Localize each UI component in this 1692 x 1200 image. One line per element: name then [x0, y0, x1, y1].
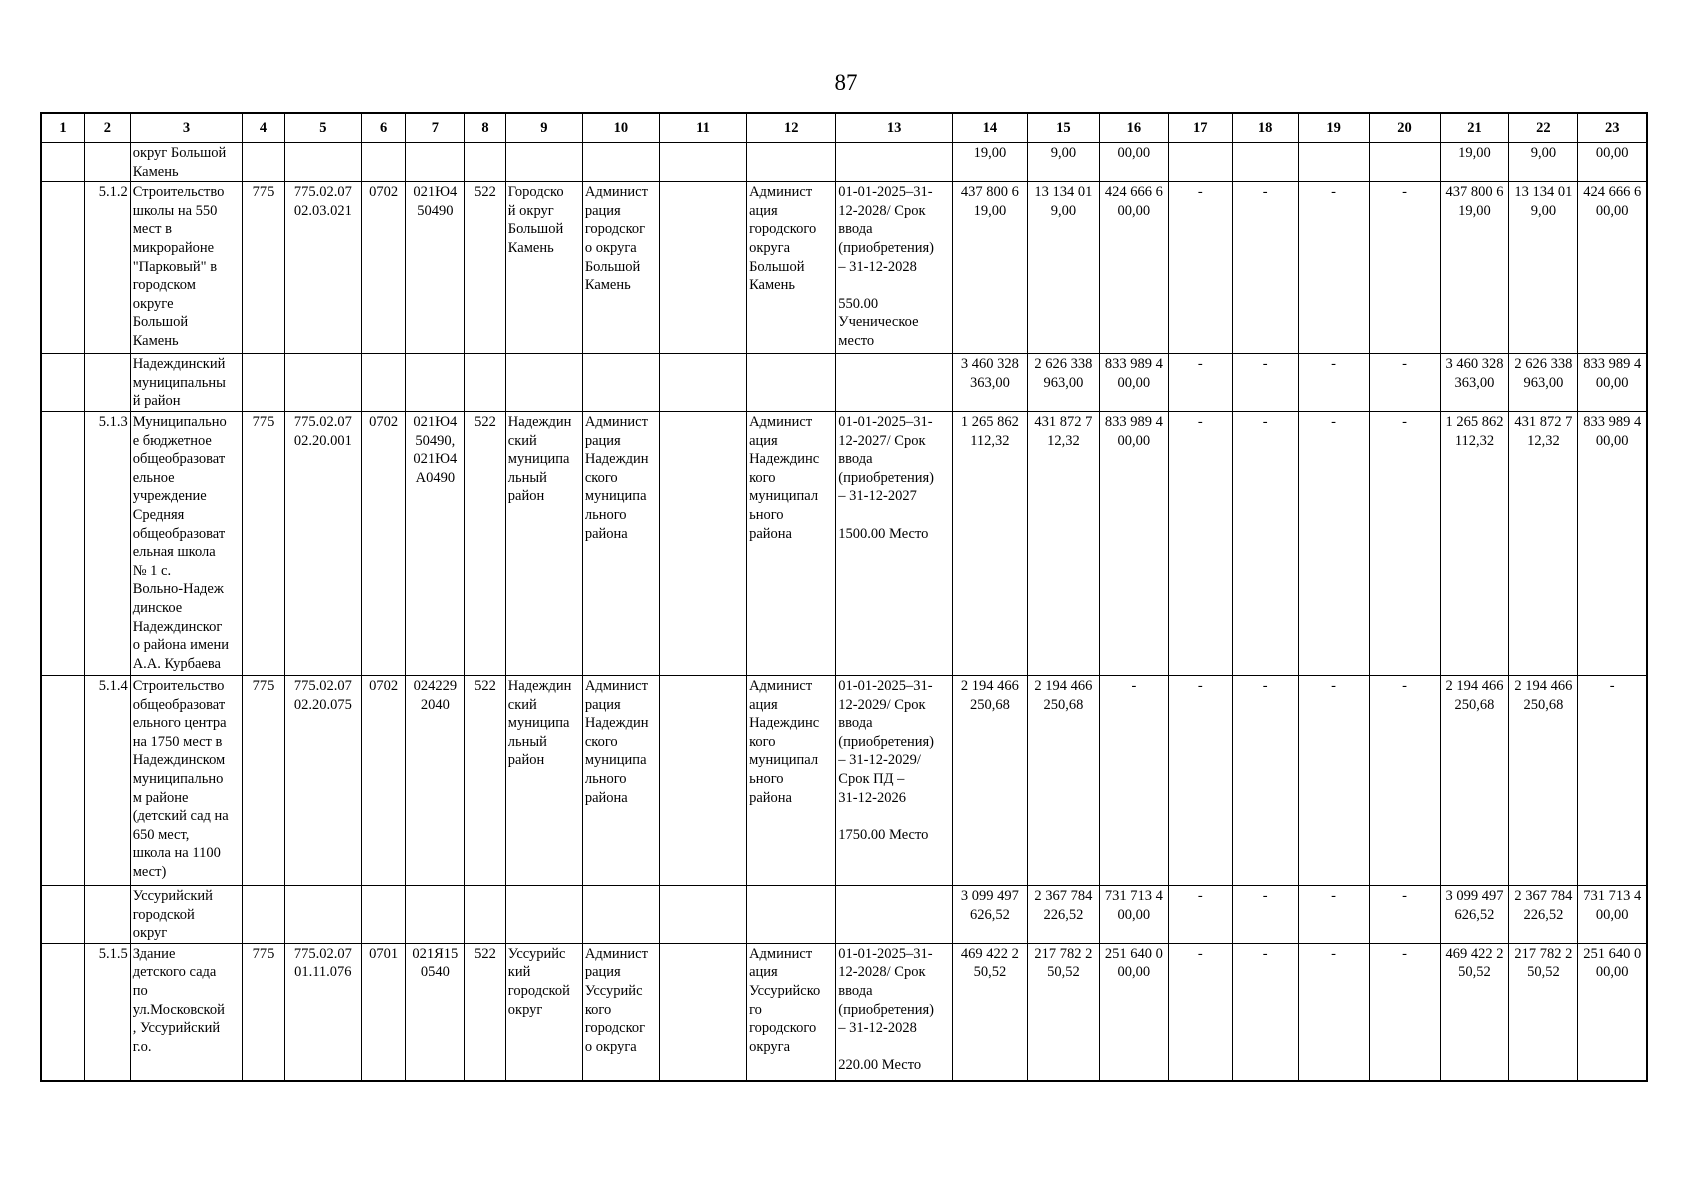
table-cell-col-23: 00,00	[1578, 143, 1647, 182]
table-cell-col-19: -	[1298, 411, 1369, 675]
column-header-10: 10	[582, 113, 659, 143]
table-cell-col-13	[836, 885, 953, 943]
table-cell-col-2: 5.1.2	[85, 182, 131, 354]
column-header-3: 3	[130, 113, 243, 143]
table-cell-col-22: 2 626 338 963,00	[1509, 354, 1578, 412]
table-cell-col-3: Надеждинский муниципальны й район	[130, 354, 243, 412]
table-cell-col-12: Админист ация Надеждинс кого муниципал ьного района	[747, 675, 836, 885]
table-row	[41, 182, 1647, 354]
table-cell-col-7: 024229 2040	[406, 675, 465, 885]
table-cell-col-21: 19,00	[1440, 143, 1509, 182]
table-cell-col-16: -	[1099, 675, 1168, 885]
table-cell-col-6: 0702	[361, 675, 406, 885]
table-cell-col-17: -	[1168, 675, 1232, 885]
table-cell-col-12	[747, 885, 836, 943]
table-cell-col-18: -	[1232, 943, 1298, 1081]
column-header-23: 23	[1578, 113, 1647, 143]
table-cell-col-21: 437 800 6 19,00	[1440, 182, 1509, 354]
table-cell-col-13: 01-01-2025–31- 12-2029/ Срок ввода (приобретения) – 31-12-2029/ Срок ПД – 31-12-2026 1750.00 Место	[836, 675, 953, 885]
table-cell-col-22: 431 872 7 12,32	[1509, 411, 1578, 675]
table-cell-col-21: 2 194 466 250,68	[1440, 675, 1509, 885]
table-cell-col-5: 775.02.07 02.20.075	[284, 675, 361, 885]
table-cell-col-16: 731 713 4 00,00	[1099, 885, 1168, 943]
column-header-2: 2	[85, 113, 131, 143]
table-cell-col-6: 0702	[361, 182, 406, 354]
table-cell-col-4	[243, 143, 285, 182]
table-cell-col-14: 3 099 497 626,52	[952, 885, 1027, 943]
table-cell-col-8	[465, 354, 506, 412]
table-row	[41, 143, 1647, 182]
table-cell-col-4	[243, 885, 285, 943]
table-cell-col-7: 021Ю4 50490	[406, 182, 465, 354]
table-cell-col-18: -	[1232, 885, 1298, 943]
table-cell-col-8: 522	[465, 411, 506, 675]
column-header-15: 15	[1027, 113, 1099, 143]
table-cell-col-15: 431 872 7 12,32	[1027, 411, 1099, 675]
table-cell-col-7: 021Я15 0540	[406, 943, 465, 1081]
table-cell-col-15: 2 367 784 226,52	[1027, 885, 1099, 943]
table-cell-col-9: Надеждин ский муниципа льный район	[505, 411, 582, 675]
table-cell-col-5	[284, 354, 361, 412]
table-cell-col-16: 833 989 4 00,00	[1099, 411, 1168, 675]
table-cell-col-20	[1369, 143, 1440, 182]
table-cell-col-10	[582, 143, 659, 182]
table-cell-col-22: 217 782 2 50,52	[1509, 943, 1578, 1081]
table-cell-col-14: 3 460 328 363,00	[952, 354, 1027, 412]
table-row	[41, 354, 1647, 412]
table-cell-col-2: 5.1.3	[85, 411, 131, 675]
table-cell-col-14: 1 265 862 112,32	[952, 411, 1027, 675]
table-cell-col-7	[406, 885, 465, 943]
table-cell-col-3: округ Большой Камень	[130, 143, 243, 182]
table-cell-col-19: -	[1298, 354, 1369, 412]
table-cell-col-9	[505, 143, 582, 182]
table-cell-col-3: Муниципально е бюджетное общеобразоват ельное учреждение Средняя общеобразоват ельная школа № 1 с. Вольно-Надеж динское Надеждинског о района имени А.А. Курбаева	[130, 411, 243, 675]
column-header-16: 16	[1099, 113, 1168, 143]
table-cell-col-10	[582, 885, 659, 943]
column-header-11: 11	[659, 113, 746, 143]
table-cell-col-13: 01-01-2025–31- 12-2028/ Срок ввода (приобретения) – 31-12-2028 220.00 Место	[836, 943, 953, 1081]
table-cell-col-21: 469 422 2 50,52	[1440, 943, 1509, 1081]
table-cell-col-23: 731 713 4 00,00	[1578, 885, 1647, 943]
table-cell-col-5: 775.02.07 01.11.076	[284, 943, 361, 1081]
table-cell-col-23: 251 640 0 00,00	[1578, 943, 1647, 1081]
header-row	[41, 113, 1647, 143]
column-header-6: 6	[361, 113, 406, 143]
table-cell-col-18: -	[1232, 354, 1298, 412]
table-cell-col-15: 2 194 466 250,68	[1027, 675, 1099, 885]
table-cell-col-21: 1 265 862 112,32	[1440, 411, 1509, 675]
table-cell-col-17: -	[1168, 943, 1232, 1081]
table-cell-col-1	[41, 182, 85, 354]
table-cell-col-10: Админист рация городског о округа Большой Камень	[582, 182, 659, 354]
column-header-5: 5	[284, 113, 361, 143]
table-cell-col-16: 00,00	[1099, 143, 1168, 182]
table-cell-col-9: Надеждин ский муниципа льный район	[505, 675, 582, 885]
column-header-22: 22	[1509, 113, 1578, 143]
table-cell-col-10: Админист рация Надеждин ского муниципа льного района	[582, 675, 659, 885]
table-cell-col-4	[243, 354, 285, 412]
table-cell-col-15: 2 626 338 963,00	[1027, 354, 1099, 412]
table-cell-col-9: Городско й округ Большой Камень	[505, 182, 582, 354]
table-cell-col-23: 424 666 6 00,00	[1578, 182, 1647, 354]
column-header-14: 14	[952, 113, 1027, 143]
table-cell-col-3: Строительство школы на 550 мест в микрорайоне "Парковый" в городском округе Большой Камень	[130, 182, 243, 354]
column-header-7: 7	[406, 113, 465, 143]
table-cell-col-4: 775	[243, 411, 285, 675]
table-cell-col-2: 5.1.5	[85, 943, 131, 1081]
table-cell-col-18: -	[1232, 411, 1298, 675]
table-cell-col-6	[361, 143, 406, 182]
table-cell-col-23: 833 989 4 00,00	[1578, 411, 1647, 675]
table-cell-col-13	[836, 143, 953, 182]
table-cell-col-8: 522	[465, 675, 506, 885]
table-cell-col-15: 13 134 01 9,00	[1027, 182, 1099, 354]
table-cell-col-6: 0701	[361, 943, 406, 1081]
table-cell-col-20: -	[1369, 943, 1440, 1081]
table-cell-col-16: 251 640 0 00,00	[1099, 943, 1168, 1081]
table-cell-col-19: -	[1298, 943, 1369, 1081]
table-cell-col-17: -	[1168, 885, 1232, 943]
table-cell-col-11	[659, 354, 746, 412]
table-cell-col-8	[465, 143, 506, 182]
table-cell-col-13: 01-01-2025–31- 12-2027/ Срок ввода (приобретения) – 31-12-2027 1500.00 Место	[836, 411, 953, 675]
table-cell-col-22: 2 367 784 226,52	[1509, 885, 1578, 943]
table-row	[41, 943, 1647, 1081]
table-cell-col-20: -	[1369, 411, 1440, 675]
table-cell-col-12: Админист ация Уссурийско го городского округа	[747, 943, 836, 1081]
table-cell-col-11	[659, 885, 746, 943]
table-row	[41, 885, 1647, 943]
table-cell-col-22: 2 194 466 250,68	[1509, 675, 1578, 885]
data-table	[40, 112, 1648, 1082]
table-cell-col-9	[505, 354, 582, 412]
table-cell-col-1	[41, 675, 85, 885]
table-cell-col-11	[659, 943, 746, 1081]
table-cell-col-11	[659, 182, 746, 354]
table-cell-col-5: 775.02.07 02.03.021	[284, 182, 361, 354]
table-cell-col-17: -	[1168, 182, 1232, 354]
table-cell-col-14: 19,00	[952, 143, 1027, 182]
table-cell-col-2: 5.1.4	[85, 675, 131, 885]
table-cell-col-1	[41, 143, 85, 182]
table-cell-col-3: Уссурийский городской округ	[130, 885, 243, 943]
column-header-4: 4	[243, 113, 285, 143]
table-cell-col-20: -	[1369, 885, 1440, 943]
table-cell-col-18: -	[1232, 182, 1298, 354]
table-cell-col-3: Здание детского сада по ул.Московской , Уссурийский г.о.	[130, 943, 243, 1081]
table-cell-col-16: 833 989 4 00,00	[1099, 354, 1168, 412]
table-cell-col-18: -	[1232, 675, 1298, 885]
table-cell-col-10: Админист рация Надеждин ского муниципа льного района	[582, 411, 659, 675]
table-cell-col-11	[659, 143, 746, 182]
table-cell-col-7: 021Ю4 50490, 021Ю4 А0490	[406, 411, 465, 675]
table-cell-col-20: -	[1369, 354, 1440, 412]
table-cell-col-1	[41, 885, 85, 943]
table-cell-col-17	[1168, 143, 1232, 182]
table-cell-col-16: 424 666 6 00,00	[1099, 182, 1168, 354]
table-cell-col-13: 01-01-2025–31- 12-2028/ Срок ввода (приобретения) – 31-12-2028 550.00 Ученическое место	[836, 182, 953, 354]
table-cell-col-21: 3 099 497 626,52	[1440, 885, 1509, 943]
table-cell-col-22: 13 134 01 9,00	[1509, 182, 1578, 354]
table-cell-col-21: 3 460 328 363,00	[1440, 354, 1509, 412]
table-cell-col-20: -	[1369, 675, 1440, 885]
table-cell-col-4: 775	[243, 182, 285, 354]
table-cell-col-11	[659, 411, 746, 675]
table-cell-col-6	[361, 885, 406, 943]
table-cell-col-6	[361, 354, 406, 412]
page-number: 87	[834, 70, 858, 95]
table-cell-col-10	[582, 354, 659, 412]
table-cell-col-5	[284, 885, 361, 943]
table-cell-col-14: 469 422 2 50,52	[952, 943, 1027, 1081]
table-cell-col-15: 9,00	[1027, 143, 1099, 182]
table-cell-col-2	[85, 885, 131, 943]
table-cell-col-7	[406, 143, 465, 182]
table-cell-col-19: -	[1298, 885, 1369, 943]
table-cell-col-10: Админист рация Уссурийс кого городског о округа	[582, 943, 659, 1081]
column-header-13: 13	[836, 113, 953, 143]
table-cell-col-8: 522	[465, 182, 506, 354]
column-header-21: 21	[1440, 113, 1509, 143]
column-header-19: 19	[1298, 113, 1369, 143]
column-header-18: 18	[1232, 113, 1298, 143]
table-cell-col-12	[747, 354, 836, 412]
table-cell-col-4: 775	[243, 943, 285, 1081]
table-cell-col-5	[284, 143, 361, 182]
table-cell-col-9	[505, 885, 582, 943]
table-cell-col-12: Админист ация городского округа Большой Камень	[747, 182, 836, 354]
table-cell-col-17: -	[1168, 411, 1232, 675]
table-cell-col-18	[1232, 143, 1298, 182]
table-cell-col-22: 9,00	[1509, 143, 1578, 182]
table-cell-col-1	[41, 943, 85, 1081]
table-cell-col-5: 775.02.07 02.20.001	[284, 411, 361, 675]
column-header-9: 9	[505, 113, 582, 143]
table-cell-col-13	[836, 354, 953, 412]
table-cell-col-17: -	[1168, 354, 1232, 412]
table-cell-col-15: 217 782 2 50,52	[1027, 943, 1099, 1081]
table-cell-col-2	[85, 354, 131, 412]
table-cell-col-8	[465, 885, 506, 943]
column-header-17: 17	[1168, 113, 1232, 143]
table-cell-col-2	[85, 143, 131, 182]
table-cell-col-9: Уссурийс кий городской округ	[505, 943, 582, 1081]
table-cell-col-3: Строительство общеобразоват ельного центра на 1750 мест в Надеждинском муниципально м районе (детский сад на 650 мест, школа на 1100 мест)	[130, 675, 243, 885]
table-cell-col-8: 522	[465, 943, 506, 1081]
table-cell-col-14: 2 194 466 250,68	[952, 675, 1027, 885]
column-header-20: 20	[1369, 113, 1440, 143]
table-cell-col-7	[406, 354, 465, 412]
table-cell-col-14: 437 800 6 19,00	[952, 182, 1027, 354]
table-cell-col-20: -	[1369, 182, 1440, 354]
table-cell-col-1	[41, 354, 85, 412]
table-cell-col-23: -	[1578, 675, 1647, 885]
table-cell-col-6: 0702	[361, 411, 406, 675]
table-cell-col-4: 775	[243, 675, 285, 885]
table-row	[41, 675, 1647, 885]
column-header-1: 1	[41, 113, 85, 143]
column-header-12: 12	[747, 113, 836, 143]
table-row	[41, 411, 1647, 675]
table-cell-col-19: -	[1298, 675, 1369, 885]
column-header-8: 8	[465, 113, 506, 143]
table-cell-col-19: -	[1298, 182, 1369, 354]
table-cell-col-23: 833 989 4 00,00	[1578, 354, 1647, 412]
table-cell-col-1	[41, 411, 85, 675]
table-cell-col-19	[1298, 143, 1369, 182]
table-cell-col-11	[659, 675, 746, 885]
table-cell-col-12	[747, 143, 836, 182]
table-cell-col-12: Админист ация Надеждинс кого муниципал ьного района	[747, 411, 836, 675]
